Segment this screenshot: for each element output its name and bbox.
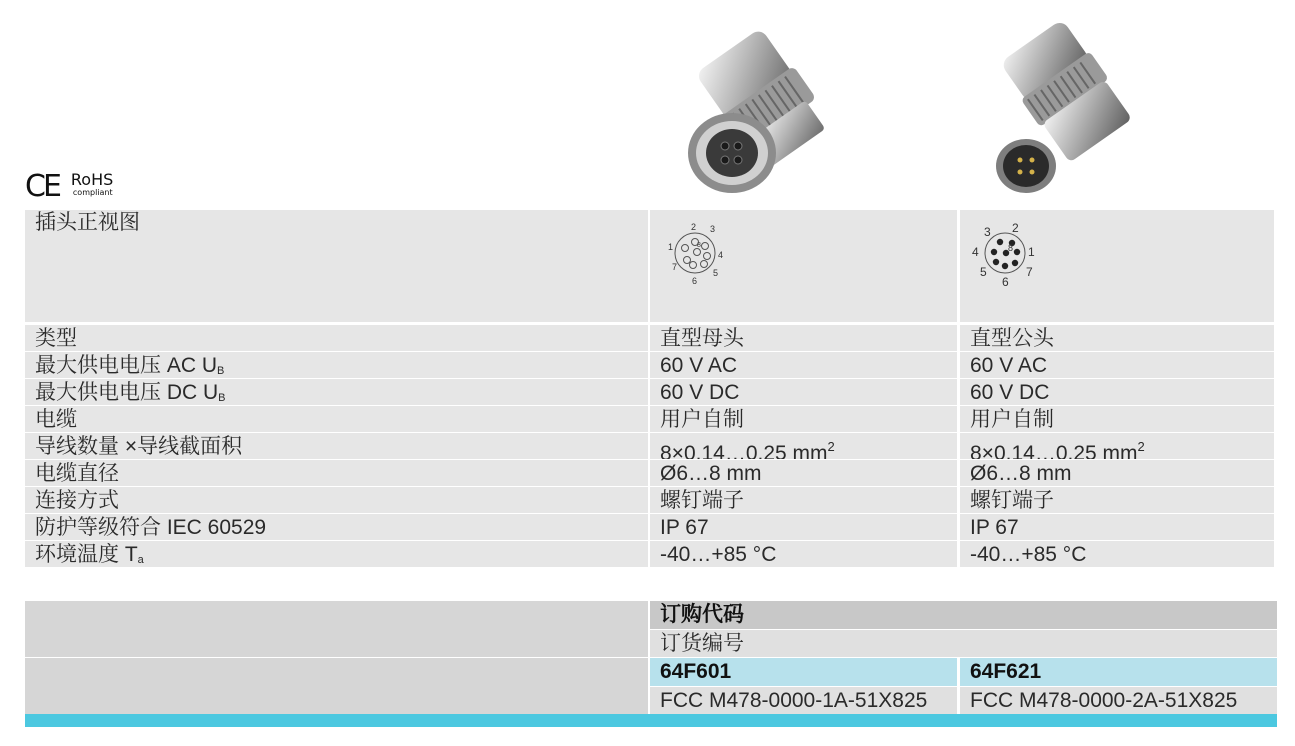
spec-value-female: Ø6…8 mm [650, 460, 957, 486]
order-header: 订购代码 [660, 603, 744, 626]
table-row [25, 325, 1277, 351]
certification-marks [25, 169, 114, 204]
spec-value-male: 螺钉端子 [960, 487, 1274, 513]
spec-label: 类型 [25, 325, 648, 351]
table-row [25, 379, 1277, 405]
table-row [25, 406, 1277, 432]
table-row [25, 210, 1277, 322]
pin-layout-male-cell [960, 210, 1274, 322]
table-row [25, 352, 1277, 378]
order-code: 64F601 [660, 660, 732, 683]
female-connector-image [668, 18, 858, 196]
pin-layout-female-cell [650, 210, 957, 322]
svg-text:4: 4 [718, 250, 724, 260]
order-subheader-row [650, 630, 1277, 657]
svg-text:6: 6 [692, 276, 698, 286]
male-connector-image [978, 18, 1168, 196]
spec-value-female: -40…+85 °C [650, 541, 957, 567]
spec-value-male: IP 67 [960, 514, 1274, 540]
svg-text:2: 2 [1012, 221, 1019, 235]
order-header-row [650, 601, 1277, 629]
spec-value-male: 用户自制 [960, 406, 1274, 432]
spec-label: 插头正视图 [25, 210, 648, 322]
spec-value-female: 60 V AC [650, 352, 957, 378]
spec-label: 最大供电电压 DC UB [25, 379, 648, 405]
svg-text:3: 3 [710, 224, 716, 234]
svg-text:5: 5 [713, 268, 719, 278]
spec-value-female: IP 67 [650, 514, 957, 540]
svg-text:8: 8 [1008, 243, 1014, 253]
part-number-female [650, 687, 957, 714]
svg-text:5: 5 [980, 265, 987, 279]
svg-text:3: 3 [984, 225, 991, 239]
spec-label: 电缆直径 [25, 460, 648, 486]
pin-layout-male-icon [970, 218, 1040, 288]
part-number-male [960, 687, 1277, 714]
spec-label: 电缆 [25, 406, 648, 432]
svg-text:8: 8 [697, 242, 701, 249]
svg-text:7: 7 [672, 262, 678, 272]
spec-value-male: 8×0.14…0.25 $mm^2$ [960, 433, 1274, 459]
spec-label: 防护等级符合 IEC 60529 [25, 514, 648, 540]
spec-table [25, 210, 1277, 568]
svg-text:2: 2 [691, 222, 697, 232]
spec-value-female: 60 V DC [650, 379, 957, 405]
part-number: FCC M478-0000-2A-51X825 [970, 689, 1238, 712]
spec-value-male: 60 V AC [960, 352, 1274, 378]
spec-value-female: 螺钉端子 [650, 487, 957, 513]
spec-value-female: 8×0.14…0.25 $mm^2$ [650, 433, 957, 459]
spec-value-male: Ø6…8 mm [960, 460, 1274, 486]
spec-value-male: 直型公头 [960, 325, 1274, 351]
order-left-panel [25, 601, 648, 727]
spec-label: 最大供电电压 AC UB [25, 352, 648, 378]
rohs-badge [71, 172, 113, 198]
spec-label: 导线数量 ×导线截面积 [25, 433, 648, 459]
order-code-female [650, 658, 957, 686]
rohs-subtitle: compliant [72, 188, 113, 197]
pin-layout-female-icon [660, 218, 730, 288]
order-table [25, 601, 1277, 727]
table-row [25, 433, 1277, 459]
order-code: 64F621 [970, 660, 1042, 683]
spec-label: 环境温度 Ta [25, 541, 648, 567]
ce-mark-icon: CE [25, 169, 59, 204]
spec-value-female: 用户自制 [650, 406, 957, 432]
spec-value-female: 直型母头 [650, 325, 957, 351]
spec-value-male: -40…+85 °C [960, 541, 1274, 567]
table-row [25, 460, 1277, 486]
svg-text:1: 1 [668, 242, 674, 252]
spec-value-male: 60 V DC [960, 379, 1274, 405]
svg-text:4: 4 [972, 245, 979, 259]
spec-label: 连接方式 [25, 487, 648, 513]
svg-text:1: 1 [1028, 245, 1035, 259]
order-code-male [960, 658, 1277, 686]
part-number: FCC M478-0000-1A-51X825 [660, 689, 928, 712]
svg-text:7: 7 [1026, 265, 1033, 279]
svg-text:6: 6 [1002, 275, 1009, 288]
table-row [25, 487, 1277, 513]
table-row [25, 541, 1277, 567]
table-row [25, 514, 1277, 540]
rohs-title: RoHS [70, 170, 114, 189]
order-subheader: 订货编号 [660, 632, 744, 655]
accent-bar [25, 714, 1277, 727]
